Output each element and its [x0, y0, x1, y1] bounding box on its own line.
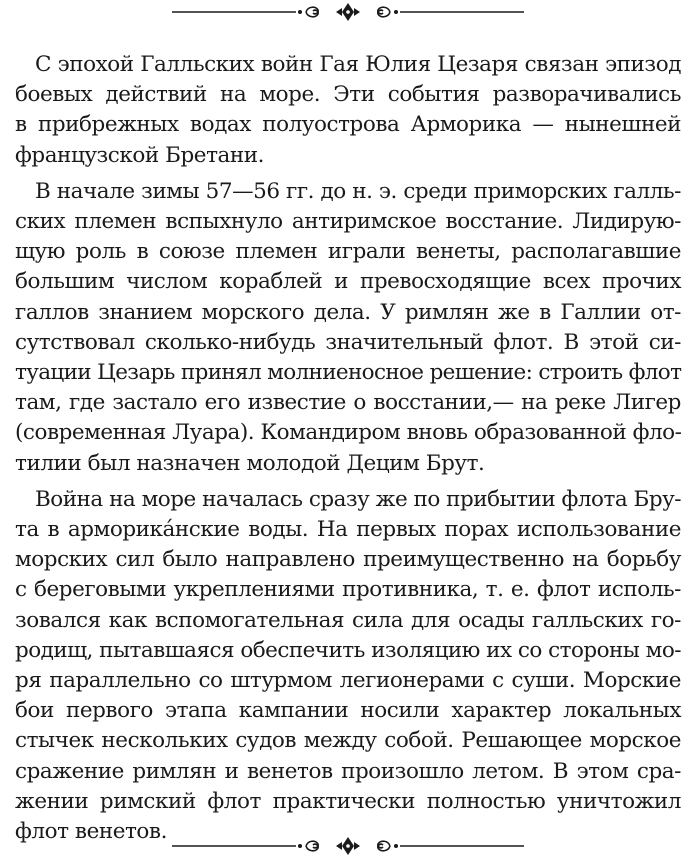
text-line: зовался как вспомогательная сила для осады галльских го- [15, 607, 681, 633]
text-line: С эпохой Галльских войн Гая Юлия Цезаря связан эпизод [35, 52, 681, 77]
fleuron-ornament-icon [0, 0, 696, 24]
text-line: французской Бретани. [15, 142, 265, 168]
text-line: жении римский флот практически полностью уничтожил [15, 788, 681, 814]
paragraph [15, 50, 681, 171]
text-line: галлов знанием морского дела. У римлян же в Галлии от- [15, 299, 681, 325]
fleuron-ornament-icon [0, 834, 696, 858]
paragraph [15, 177, 681, 479]
text-line: (современная Луара). Командиром вновь образованной фло- [15, 420, 682, 446]
text-line: флот венетов. [15, 819, 167, 845]
text-line: стычек нескольких судов между собой. Решающее морское [15, 728, 681, 754]
text-line: В начале зимы 57—56 гг. до н. э. среди приморских галль- [35, 178, 681, 204]
text-line: щую роль в союзе племен играли венеты, располагавшие [15, 239, 681, 265]
text-line: туации Цезарь принял молниеносное решение: строить флот [15, 360, 682, 386]
text-line: бои первого этапа кампании носили характер локальных [15, 698, 681, 724]
text-line: сутствовал сколько-нибудь значительный флот. В этой си- [15, 329, 681, 355]
text-line: ских племен вспыхнуло антиримское восстание. Лидирую- [15, 209, 681, 235]
paragraph [15, 485, 681, 847]
text-line: Война на море началась сразу же по прибытии флота Бру- [35, 486, 681, 512]
text-line: в прибрежных водах полуострова Арморика — нынешней [15, 112, 681, 138]
text-line: боевых действий на море. Эти события разворачивались [15, 82, 681, 108]
text-line: морских сил было направлено преимущественно на борьбу [15, 547, 681, 573]
text-line: там, где застало его известие о восстании,— на реке Лигер [15, 390, 681, 416]
bottom-ornament [0, 834, 696, 858]
text-line: большим числом кораблей и превосходящие всех прочих [15, 269, 681, 295]
text-line: родищ, пытавшаяся обеспечить изоляцию их со стороны мо- [15, 637, 681, 663]
article-body [15, 50, 681, 853]
text-line: ря параллельно со штурмом легионерами с суши. Морские [15, 668, 681, 694]
text-line: с береговыми укреплениями противника, т. е. флот исполь- [15, 577, 681, 603]
text-line: тилии был назначен молодой Децим Брут. [15, 450, 485, 476]
text-line: та в арморикáнские воды. На первых порах использование [15, 517, 681, 543]
top-ornament [0, 0, 696, 24]
text-line: сражение римлян и венетов произошло летом. В этом сра- [15, 758, 681, 784]
